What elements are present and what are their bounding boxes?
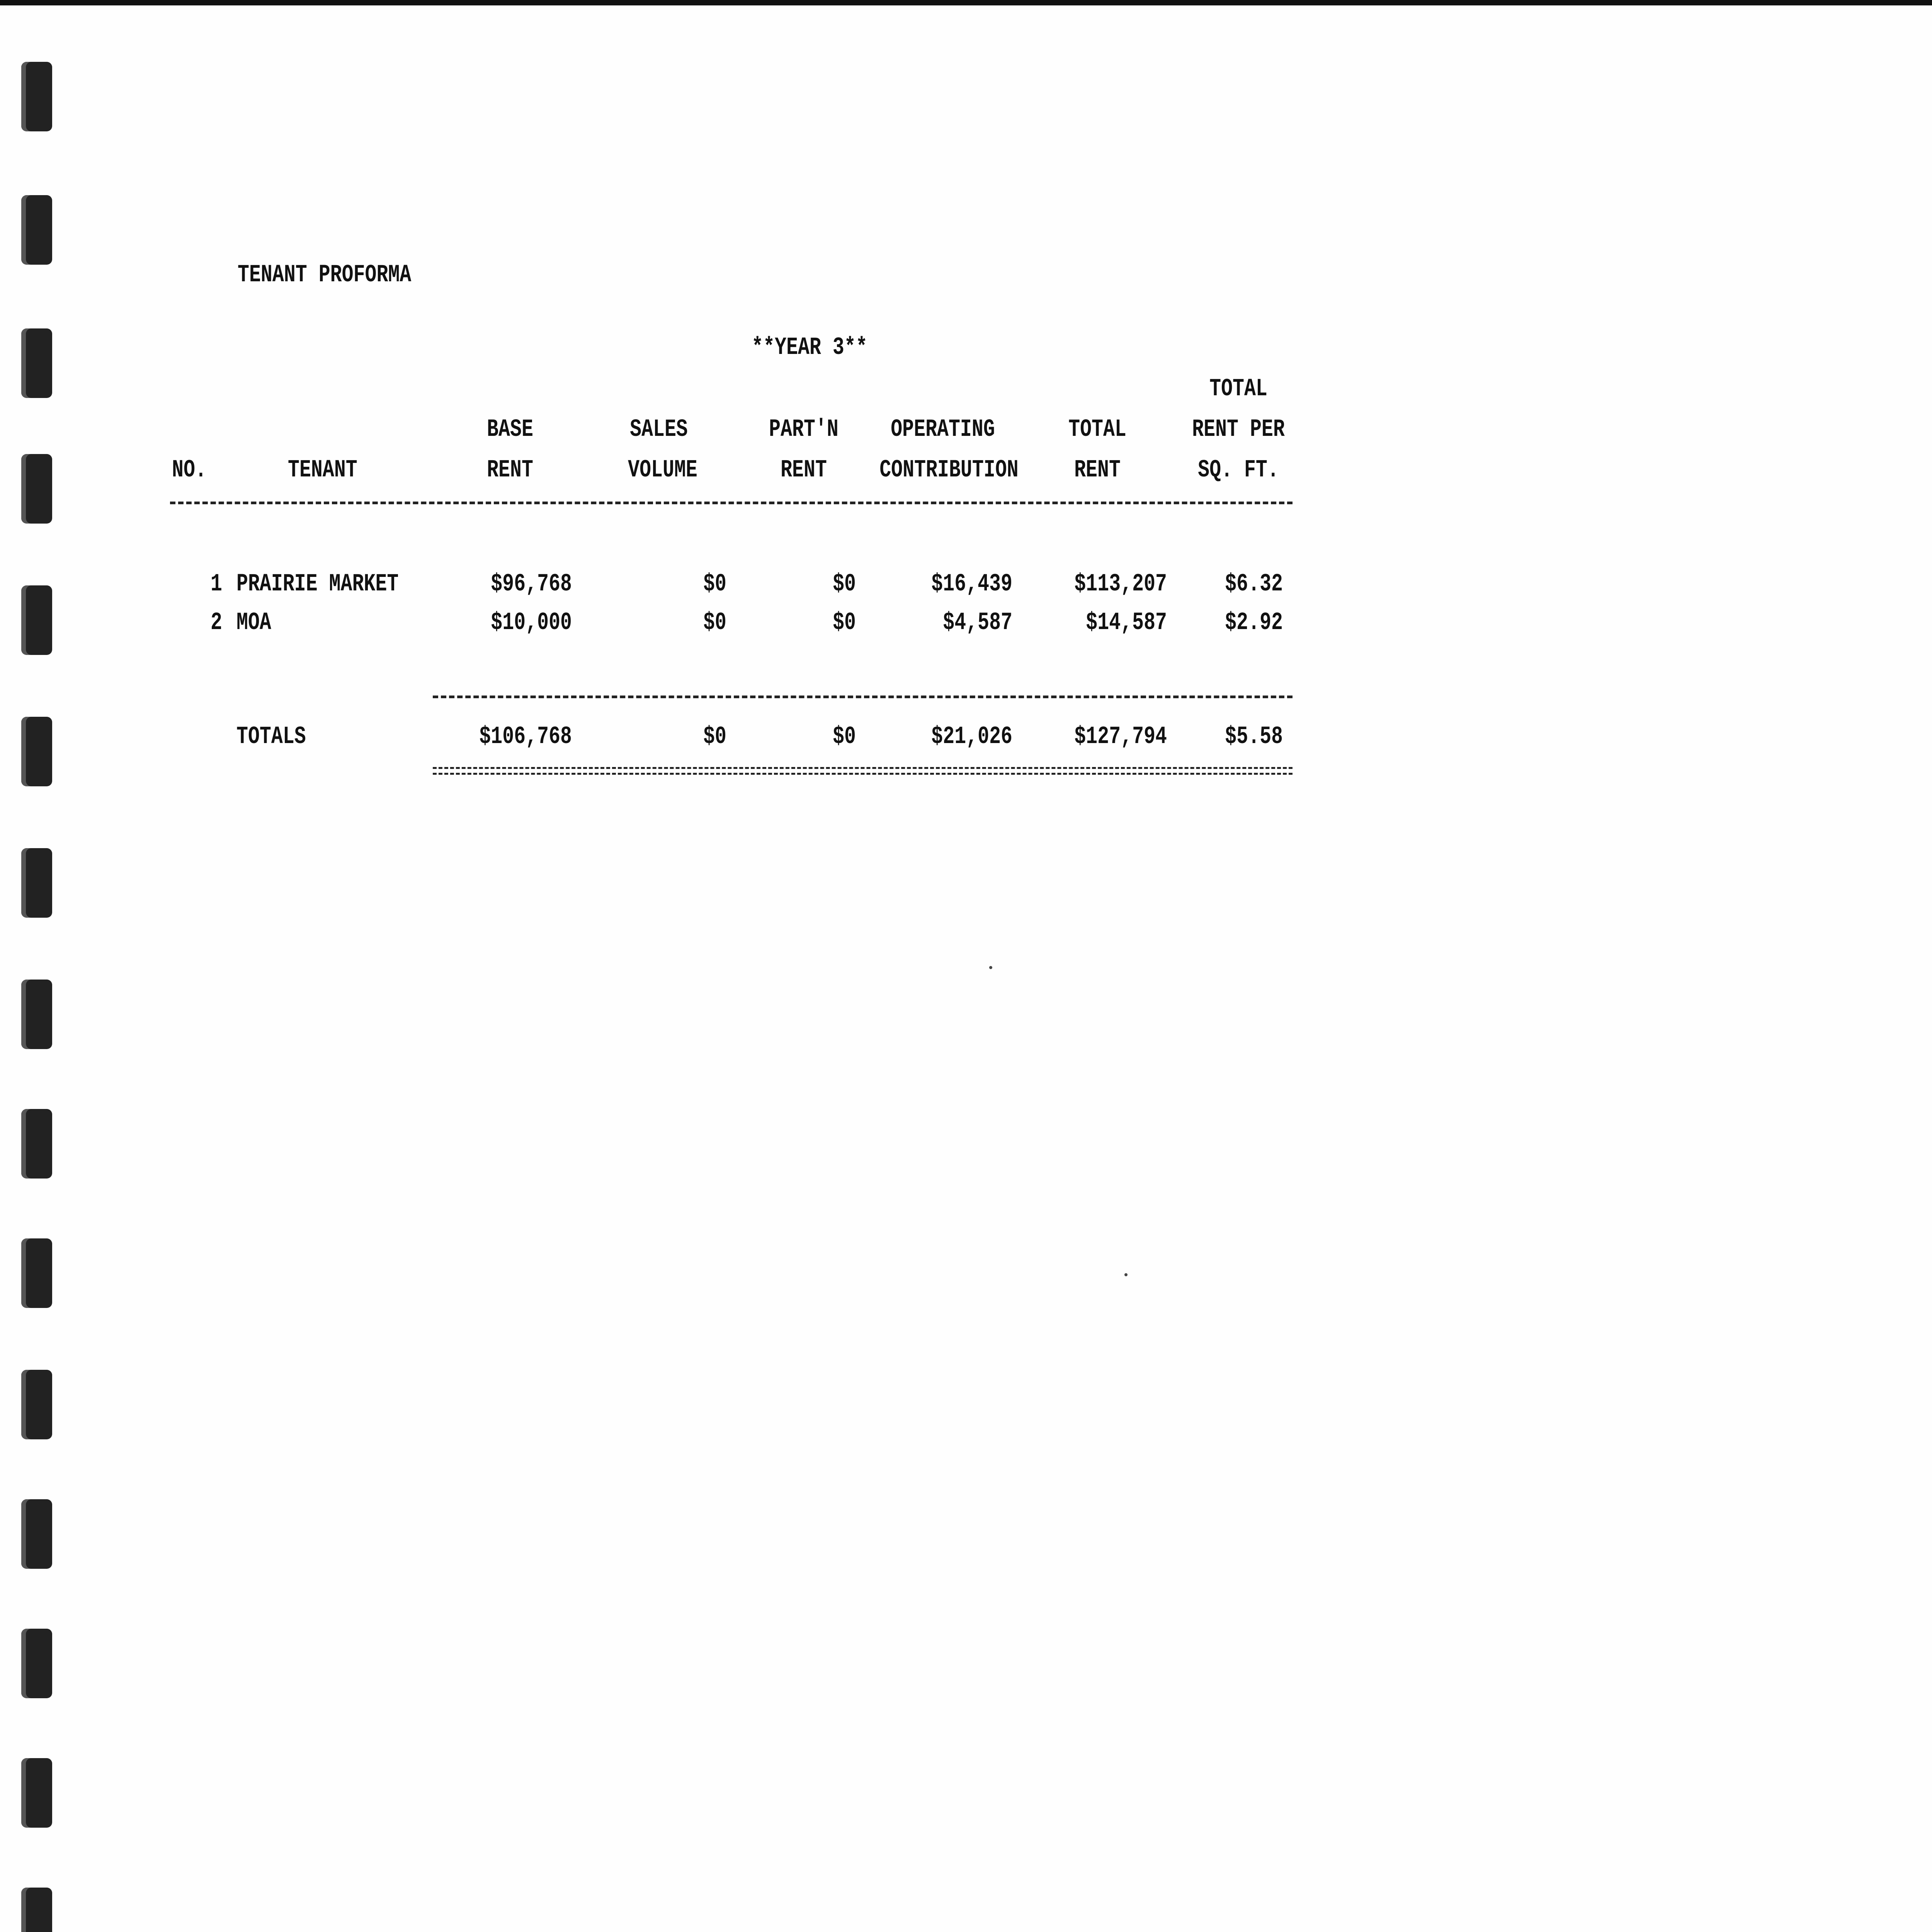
period-label: **YEAR 3** <box>752 334 867 362</box>
header-tenant: TENANT <box>288 456 357 484</box>
binder-hole <box>21 980 52 1049</box>
binder-hole <box>21 1499 52 1569</box>
row-number: 2 <box>211 609 222 637</box>
header-partn-rent-line2: RENT <box>781 456 827 484</box>
header-rent-per-sqft-line1: TOTAL <box>1209 375 1267 403</box>
row-base-rent: $10,000 <box>491 609 572 637</box>
totals-sales-volume: $0 <box>703 723 726 751</box>
row-sales-volume: $0 <box>703 570 726 598</box>
row-partn-rent: $0 <box>833 609 856 637</box>
row-partn-rent: $0 <box>833 570 856 598</box>
scan-speck <box>989 966 992 969</box>
binder-hole <box>21 62 52 131</box>
header-sales-volume-line2: VOLUME <box>628 456 697 484</box>
totals-double-underline <box>433 767 1293 775</box>
binder-holes <box>0 0 77 1932</box>
row-total-rent: $113,207 <box>1074 570 1167 598</box>
document-title: TENANT PROFORMA <box>238 261 412 289</box>
row-base-rent: $96,768 <box>491 570 572 598</box>
binder-hole <box>21 848 52 918</box>
row-rent-per-sqft: $6.32 <box>1225 570 1283 598</box>
binder-hole <box>21 1238 52 1308</box>
totals-label: TOTALS <box>236 723 306 751</box>
header-operating-contribution-line1: OPERATING <box>891 416 995 444</box>
row-tenant: MOA <box>236 609 271 637</box>
totals-operating-contribution: $21,026 <box>931 723 1012 751</box>
binder-hole <box>21 1109 52 1179</box>
binder-hole <box>21 195 52 265</box>
row-rent-per-sqft: $2.92 <box>1225 609 1283 637</box>
header-base-rent-line2: RENT <box>487 456 533 484</box>
scan-speck <box>1124 1273 1128 1276</box>
row-total-rent: $14,587 <box>1086 609 1167 637</box>
totals-base-rent: $106,768 <box>479 723 572 751</box>
header-rent-per-sqft-line3: SQ. FT. <box>1198 456 1279 484</box>
header-base-rent-line1: BASE <box>487 416 533 444</box>
binder-hole <box>21 717 52 786</box>
totals-total-rent: $127,794 <box>1074 723 1167 751</box>
binder-hole <box>21 1758 52 1828</box>
binder-hole <box>21 1888 52 1932</box>
header-no: NO. <box>172 456 207 484</box>
header-total-rent-line2: RENT <box>1074 456 1121 484</box>
header-separator <box>170 502 1293 504</box>
header-partn-rent-line1: PART'N <box>769 416 838 444</box>
header-sales-volume-line1: SALES <box>630 416 688 444</box>
top-border <box>0 0 1932 5</box>
totals-partn-rent: $0 <box>833 723 856 751</box>
binder-hole <box>21 1370 52 1439</box>
header-rent-per-sqft-line2: RENT PER <box>1192 416 1285 444</box>
binder-hole <box>21 585 52 655</box>
binder-hole <box>21 1629 52 1698</box>
header-operating-contribution-line2: CONTRIBUTION <box>879 456 1019 484</box>
row-sales-volume: $0 <box>703 609 726 637</box>
binder-hole <box>21 328 52 398</box>
row-tenant: PRAIRIE MARKET <box>236 570 399 598</box>
binder-hole <box>21 454 52 524</box>
row-number: 1 <box>211 570 222 598</box>
totals-separator <box>433 696 1293 698</box>
row-operating-contribution: $4,587 <box>943 609 1012 637</box>
header-total-rent-line1: TOTAL <box>1068 416 1126 444</box>
totals-rent-per-sqft: $5.58 <box>1225 723 1283 751</box>
row-operating-contribution: $16,439 <box>931 570 1012 598</box>
